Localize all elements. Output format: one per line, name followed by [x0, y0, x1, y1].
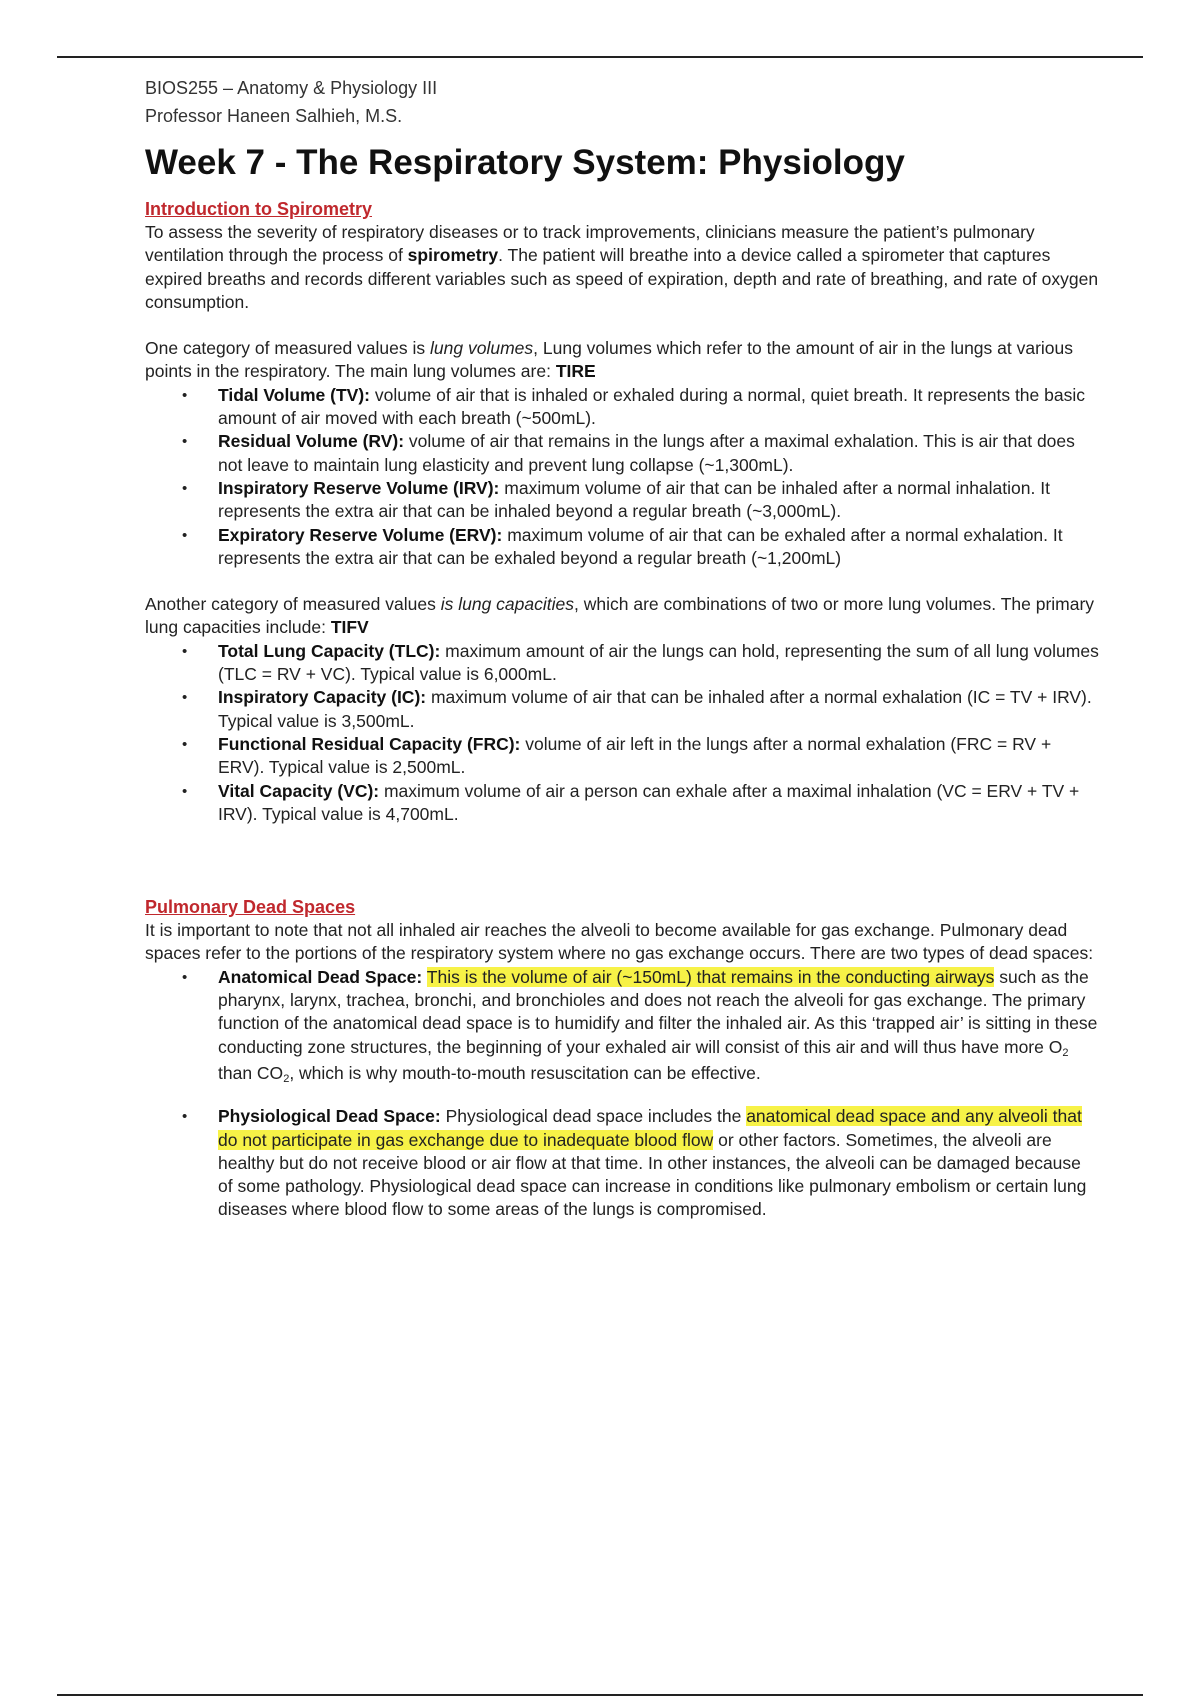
list-item: • Inspiratory Reserve Volume (IRV): maximum volume of air that can be inhaled after a normal inhalation. It represents the extra air that can be inhaled beyond a regular breath (~3,000mL). — [182, 477, 1050, 522]
spirometry-intro: To assess the severity of respiratory diseases or to track improvements, clinicians measure the patient’s pulmonary ventilation through the process of spirometry. The patient will breathe into a device called a spirometer that captures expired breaths and records different variables such as speed of expiration, depth and rate of breathing, and rate of oxygen consumption. — [145, 222, 1099, 312]
dead-spaces-list-2 — [145, 1105, 1100, 1221]
lung-volumes-list — [145, 384, 1100, 570]
highlight: This is the volume of air (~150mL) that remains in the conducting airways — [426, 966, 995, 987]
course-name: BIOS255 – Anatomy & Physiology III — [145, 78, 438, 98]
heading-dead-spaces: Pulmonary Dead Spaces — [145, 897, 356, 918]
dead-spaces-list — [145, 966, 1100, 1088]
list-item: • Residual Volume (RV): volume of air that remains in the lungs after a maximal exhalation. This is air that does not leave to maintain lung elasticity and prevent lung collapse (~1,300mL). — [182, 431, 1075, 475]
list-item: • Functional Residual Capacity (FRC): volume of air left in the lungs after a normal exhalation (FRC = RV + ERV). Typical value is 2,500mL. — [182, 733, 1052, 778]
lung-capacities-intro: Another category of measured values is lung capacities, which are combinations of two or more lung volumes. The primary lung capacities include: TIFV — [145, 594, 1095, 638]
lung-capacities-list — [145, 640, 1100, 826]
document-page — [145, 74, 1100, 1222]
list-item-physiological: • Physiological Dead Space: Physiological dead space includes the anatomical dead space and any alveoli that do not participate in gas exchange due to inadequate blood flow or other factors. Sometimes, the alveoli are healthy but do not receive blood or air flow at that time. In other instances, the alveoli can be damaged because of some pathology. Physiological dead space can increase in conditions like pulmonary embolism or certain lung diseases where blood flow to some areas of the lungs is compromised. — [182, 1106, 1087, 1220]
professor-name: Professor Haneen Salhieh, M.S. — [145, 106, 403, 126]
list-item: • Tidal Volume (TV): volume of air that is inhaled or exhaled during a normal, quiet breath. It represents the basic amount of air moved with each breath (~500mL). — [182, 384, 1085, 429]
dead-spaces-intro: It is important to note that not all inhaled air reaches the alveoli to become available for gas exchange. Pulmonary dead spaces refer to the portions of the respiratory system where no gas exchange occurs. There are two types of dead spaces: — [145, 920, 1094, 964]
list-item-anatomical: • Anatomical Dead Space: This is the volume of air (~150mL) that remains in the conducting airways such as the pharynx, larynx, trachea, bronchi, and bronchioles and does not reach the alveoli for gas exchange. The primary function of the anatomical dead space is to humidify and filter the inhaled air. As this ‘trapped air’ is sitting in these conducting zone structures, the beginning of your exhaled air will consist of this air and will thus have more $O_2$ than $CO_2$, which is why mouth-to-mouth resuscitation can be effective. — [182, 966, 1098, 1085]
list-item: • Expiratory Reserve Volume (ERV): maximum volume of air that can be exhaled after a normal exhalation. It represents the extra air that can be exhaled beyond a regular breath (~1,200mL) — [182, 524, 1063, 568]
heading-spirometry: Introduction to Spirometry — [145, 199, 372, 219]
highlight: anatomical dead space and any alveoli that do not participate in gas exchange due to inadequate blood flow — [218, 1106, 1082, 1150]
list-item: • Vital Capacity (VC): maximum volume of air a person can exhale after a maximal inhalation (VC = ERV + TV + IRV). Typical value is 4,700mL. — [182, 780, 1080, 824]
bottom-rule — [57, 1694, 1143, 1696]
top-rule — [57, 56, 1143, 58]
lung-volumes-intro: One category of measured values is lung volumes, Lung volumes which refer to the amount of air in the lungs at various points in the respiratory. The main lung volumes are: TIRE — [145, 338, 1074, 382]
list-item: • Inspiratory Capacity (IC): maximum volume of air that can be inhaled after a normal exhalation (IC = TV + IRV). Typical value is 3,500mL. — [182, 687, 1092, 731]
page-title: Week 7 - The Respiratory System: Physiology — [145, 143, 905, 182]
list-item: • Total Lung Capacity (TLC): maximum amount of air the lungs can hold, representing the sum of all lung volumes (TLC = RV + VC). Typical value is 6,000mL. — [182, 640, 1099, 685]
